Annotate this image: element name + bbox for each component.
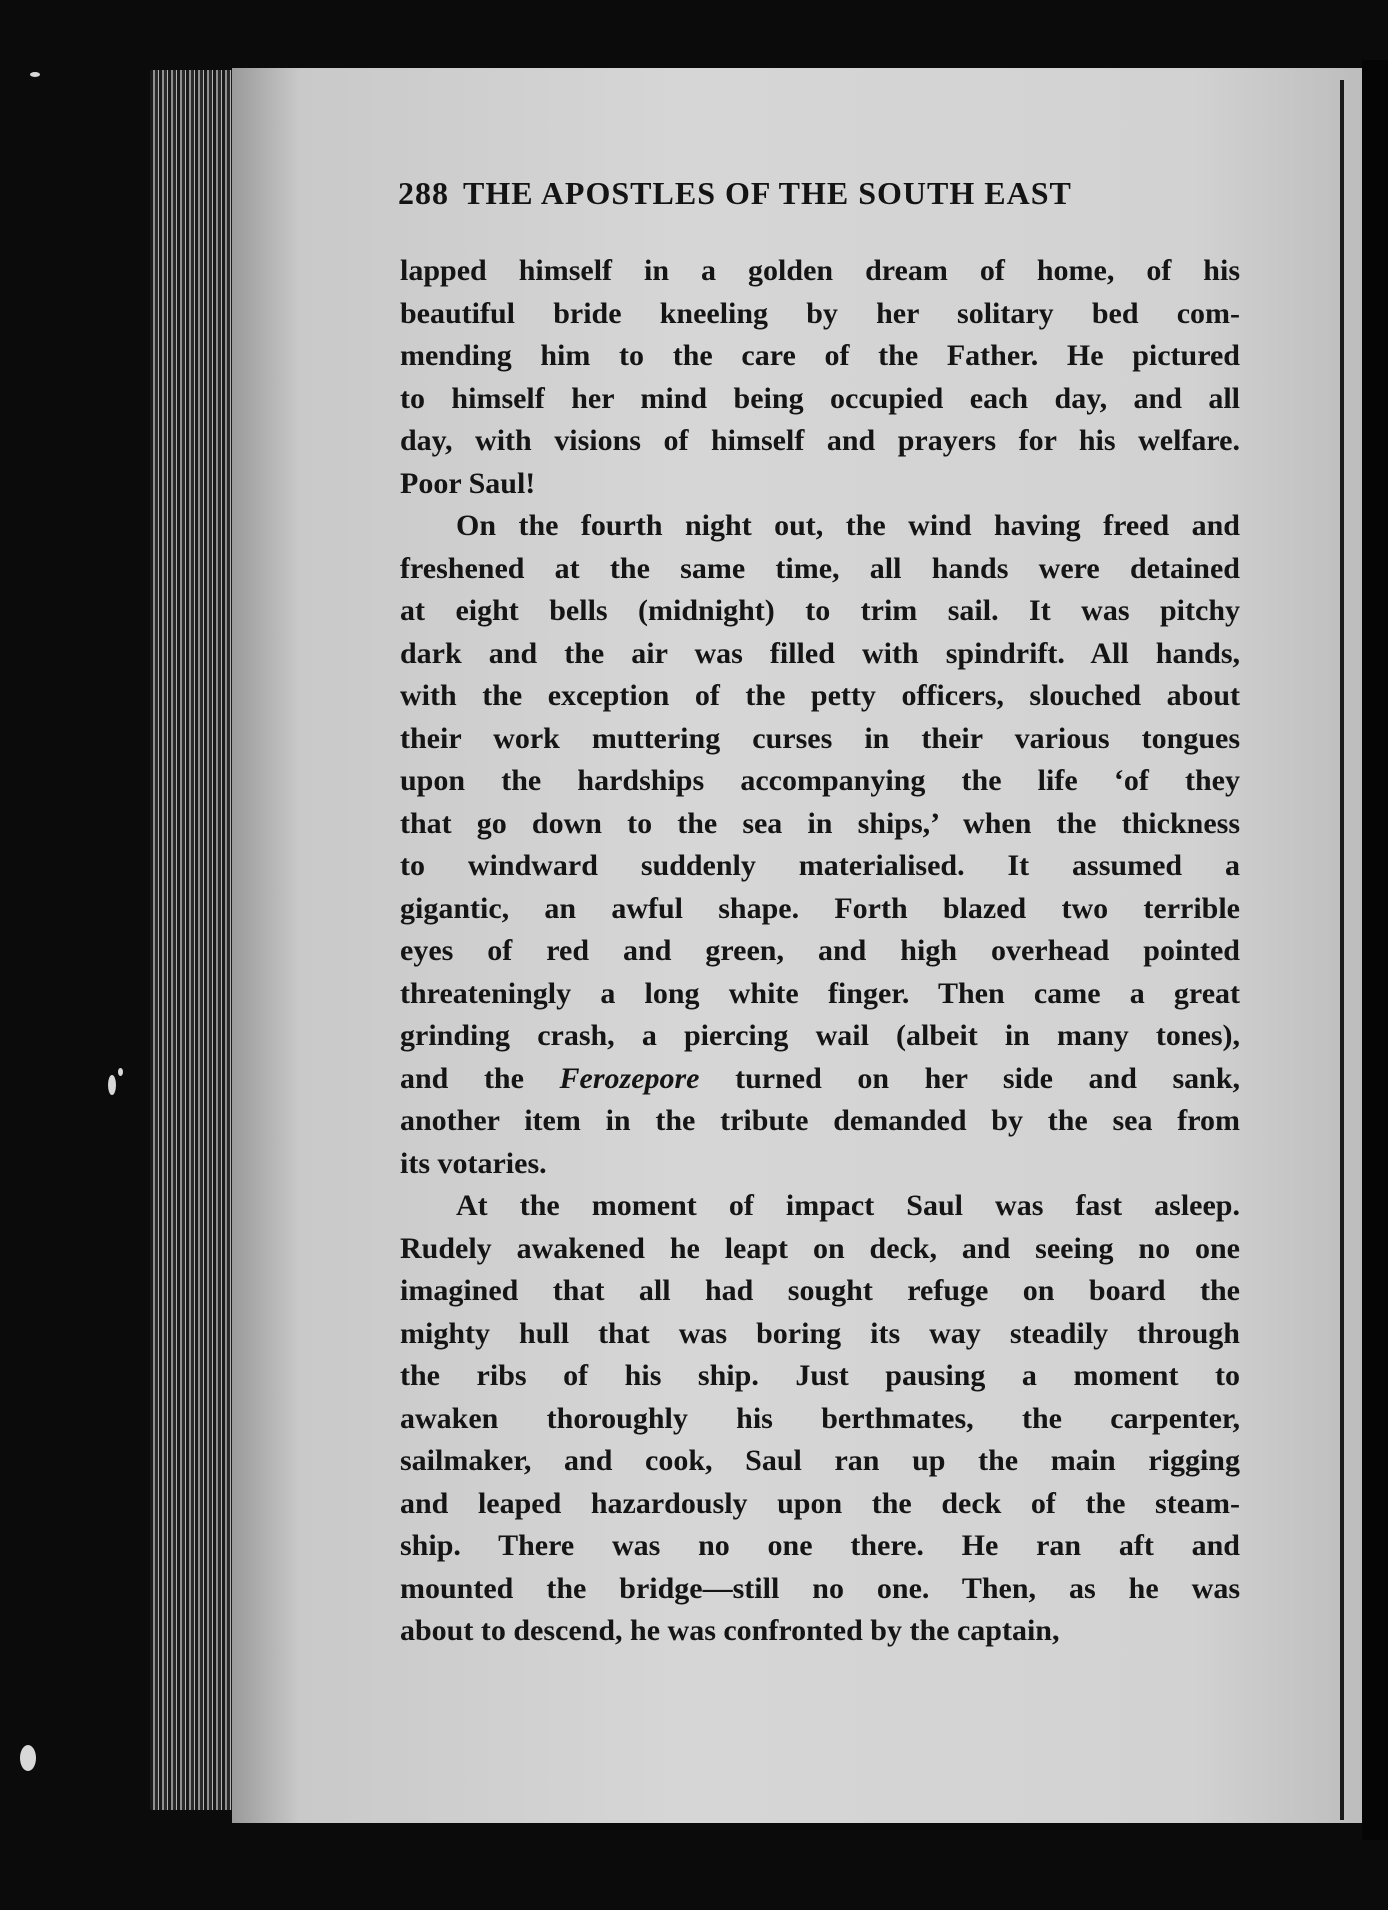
text-line: to himself her mind being occupied each day, and all (400, 381, 1240, 415)
text-line: Poor Saul! (400, 466, 536, 500)
text-line: their work muttering curses in their various tongues (400, 721, 1240, 755)
text-line: another item in the tribute demanded by the sea from (400, 1104, 1240, 1137)
page-number: 288 (398, 175, 449, 211)
scan-speck (20, 1745, 36, 1771)
text-line: with the exception of the petty officers, slouched about (400, 679, 1240, 712)
text-line: about to descend, he was confronted by the captain, (400, 1614, 1060, 1647)
paragraph (400, 250, 1240, 505)
text-line: at eight bells (midnight) to trim sail. It was pitchy (400, 594, 1240, 627)
text-line: mending him to the care of the Father. He pictured (400, 339, 1240, 372)
text-line: ship. There was no one there. He ran aft and (400, 1529, 1240, 1562)
text-line: upon the hardships accompanying the life ‘of they (400, 764, 1240, 797)
paragraph (400, 1185, 1240, 1653)
text-line: that go down to the sea in ships,’ when the thickness (400, 806, 1240, 840)
text-line: and leaped hazardously upon the deck of the steam- (400, 1486, 1240, 1520)
text-line: Rudely awakened he leapt on deck, and seeing no one (400, 1231, 1240, 1265)
text-line: beautiful bride kneeling by her solitary bed com- (400, 296, 1240, 330)
gutter-line (1340, 80, 1344, 1820)
running-title: THE APOSTLES OF THE SOUTH EAST (463, 175, 1072, 211)
text-line: day, with visions of himself and prayers for his welfare. (400, 424, 1240, 457)
text-line: lapped himself in a golden dream of home, of his (400, 254, 1240, 287)
text-line: and the Ferozepore turned on her side and sank, (400, 1061, 1240, 1095)
page-edge-stack (150, 70, 240, 1810)
scan-speck (30, 72, 40, 77)
text-line: mighty hull that was boring its way steadily through (400, 1316, 1240, 1350)
text-line: its votaries. (400, 1146, 547, 1180)
text-line: dark and the air was filled with spindrift. All hands, (400, 636, 1240, 670)
text-line: On the fourth night out, the wind having freed and (456, 509, 1240, 542)
text-line: grinding crash, a piercing wail (albeit in many tones), (400, 1019, 1240, 1052)
text-line: to windward suddenly materialised. It assumed a (400, 849, 1240, 882)
body-text (400, 250, 1240, 1653)
text-line: At the moment of impact Saul was fast asleep. (456, 1189, 1240, 1222)
text-line: awaken thoroughly his berthmates, the carpenter, (400, 1401, 1240, 1435)
text-line: threateningly a long white finger. Then came a great (400, 976, 1240, 1010)
scan-speck (118, 1068, 123, 1076)
text-line: mounted the bridge—still no one. Then, as he was (400, 1571, 1240, 1605)
text-line: freshened at the same time, all hands were detained (400, 551, 1240, 585)
ship-name: Ferozepore (559, 1061, 700, 1095)
text-line: imagined that all had sought refuge on board the (400, 1274, 1240, 1307)
running-head (398, 175, 1258, 212)
text-line: the ribs of his ship. Just pausing a moment to (400, 1359, 1240, 1392)
text-line: gigantic, an awful shape. Forth blazed two terrible (400, 891, 1240, 925)
text-line: eyes of red and green, and high overhead pointed (400, 934, 1240, 967)
right-dark-margin (1362, 60, 1388, 1840)
text-line: sailmaker, and cook, Saul ran up the main rigging (400, 1444, 1240, 1477)
scan-speck (108, 1075, 116, 1095)
paragraph (400, 505, 1240, 1185)
